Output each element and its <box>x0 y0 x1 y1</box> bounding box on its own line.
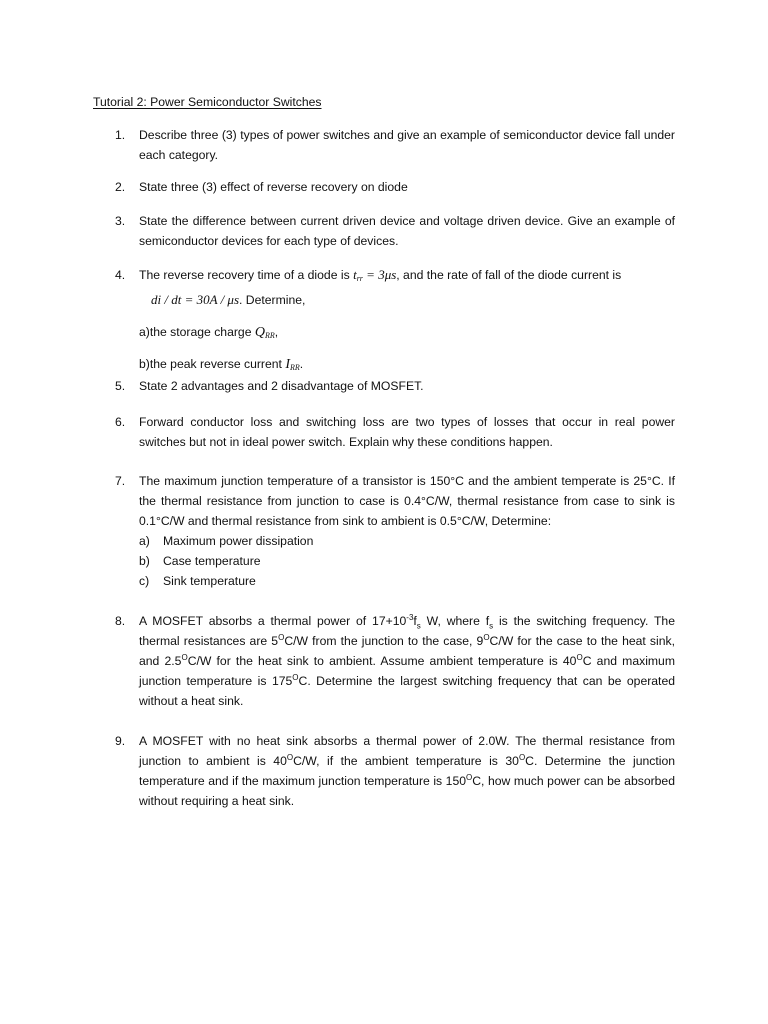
question-9 <box>115 731 675 811</box>
question-1 <box>115 125 675 165</box>
sub-question-label: a) <box>139 534 150 548</box>
question-text: State the difference between current driven device and voltage driven device. Give an example of semiconductor devices for each type of devices. <box>139 214 675 248</box>
didt-expression: di / dt = 30A / μs <box>151 292 240 307</box>
text-segment: . <box>299 357 304 371</box>
text-segment: , and the rate of fall of the diode current is <box>396 268 622 282</box>
trr-value: = 3μs <box>362 267 397 282</box>
trr-subscript: rr <box>356 274 363 283</box>
question-number: 9. <box>115 734 126 748</box>
question-number: 1. <box>115 128 126 142</box>
question-5 <box>115 376 675 396</box>
text-segment: The reverse recovery time of a diode is <box>139 268 354 282</box>
sub-question-text: Maximum power dissipation <box>163 534 314 548</box>
page-title: Tutorial 2: Power Semiconductor Switches <box>93 95 322 109</box>
sub-question <box>139 551 675 571</box>
question-number: 6. <box>115 415 126 429</box>
question-text: Forward conductor loss and switching loss are two types of losses that occur in real power switches but not in ideal power switch. Explain why these conditions happen. <box>139 415 675 449</box>
text-segment: , <box>274 325 279 339</box>
question-text: The maximum junction temperature of a transistor is 150°C and the ambient temperate is 25°C. If the thermal resistance from junction to case is 0.4°C/W, thermal resistance from case to sink is 0.1°C/W and thermal resistance from sink to ambient is 0.5°C/W, Determine: <box>139 474 675 528</box>
question-6 <box>115 412 675 452</box>
question-part-b <box>139 354 675 378</box>
irr-symbol: I <box>285 357 290 372</box>
question-number: 4. <box>115 268 126 282</box>
question-line <box>139 265 675 289</box>
question-part-a <box>139 322 675 346</box>
trr-symbol: t <box>353 267 357 282</box>
question-text: A MOSFET absorbs a thermal power of $17+10^{-3}f_s$ W, where $f_s$ is the switching frequency. The thermal resistances are $5^OC/W$ from the junction to the case, $9^OC/W$ for the case to the heat sink, and $2.5^OC/W$ for the heat sink to ambient. Assume ambient temperature is $40^OC$ and maximum junction temperature is $175^OC$. Determine the largest switching frequency that can be operated without a heat sink. <box>139 612 675 708</box>
question-4 <box>115 265 675 378</box>
question-8 <box>115 611 675 711</box>
question-text: State 2 advantages and 2 disadvantage of MOSFET. <box>139 379 424 393</box>
question-number: 7. <box>115 474 126 488</box>
question-line <box>139 290 675 310</box>
sub-question-text: Sink temperature <box>163 574 256 588</box>
question-text: A MOSFET with no heat sink absorbs a thermal power of 2.0W. The thermal resistance from junction to ambient is $40^OC/W$, if the ambient temperature is $30^OC$. Determine the junction temperature and if the maximum junction temperature is $150^OC$, how much power can be absorbed without requiring a heat sink. <box>139 734 676 808</box>
qrr-symbol: Q <box>254 325 265 340</box>
sub-question <box>139 571 675 591</box>
text-segment: a)the storage charge <box>139 325 255 339</box>
question-number: 2. <box>115 180 126 194</box>
sub-question <box>139 531 675 551</box>
text-segment: . Determine, <box>239 293 306 307</box>
question-number: 3. <box>115 214 126 228</box>
question-3 <box>115 211 675 251</box>
sub-question-label: c) <box>139 574 150 588</box>
question-text: State three (3) effect of reverse recovery on diode <box>139 180 408 194</box>
question-text: Describe three (3) types of power switches and give an example of semiconductor device fall under each category. <box>139 128 675 162</box>
qrr-subscript: RR <box>264 331 275 340</box>
sub-question-label: b) <box>139 554 150 568</box>
text-segment: b)the peak reverse current <box>139 357 286 371</box>
question-number: 8. <box>115 614 126 628</box>
irr-subscript: RR <box>290 363 300 372</box>
sub-question-text: Case temperature <box>163 554 261 568</box>
question-2 <box>115 177 675 197</box>
question-number: 5. <box>115 379 126 393</box>
question-7 <box>115 471 675 591</box>
